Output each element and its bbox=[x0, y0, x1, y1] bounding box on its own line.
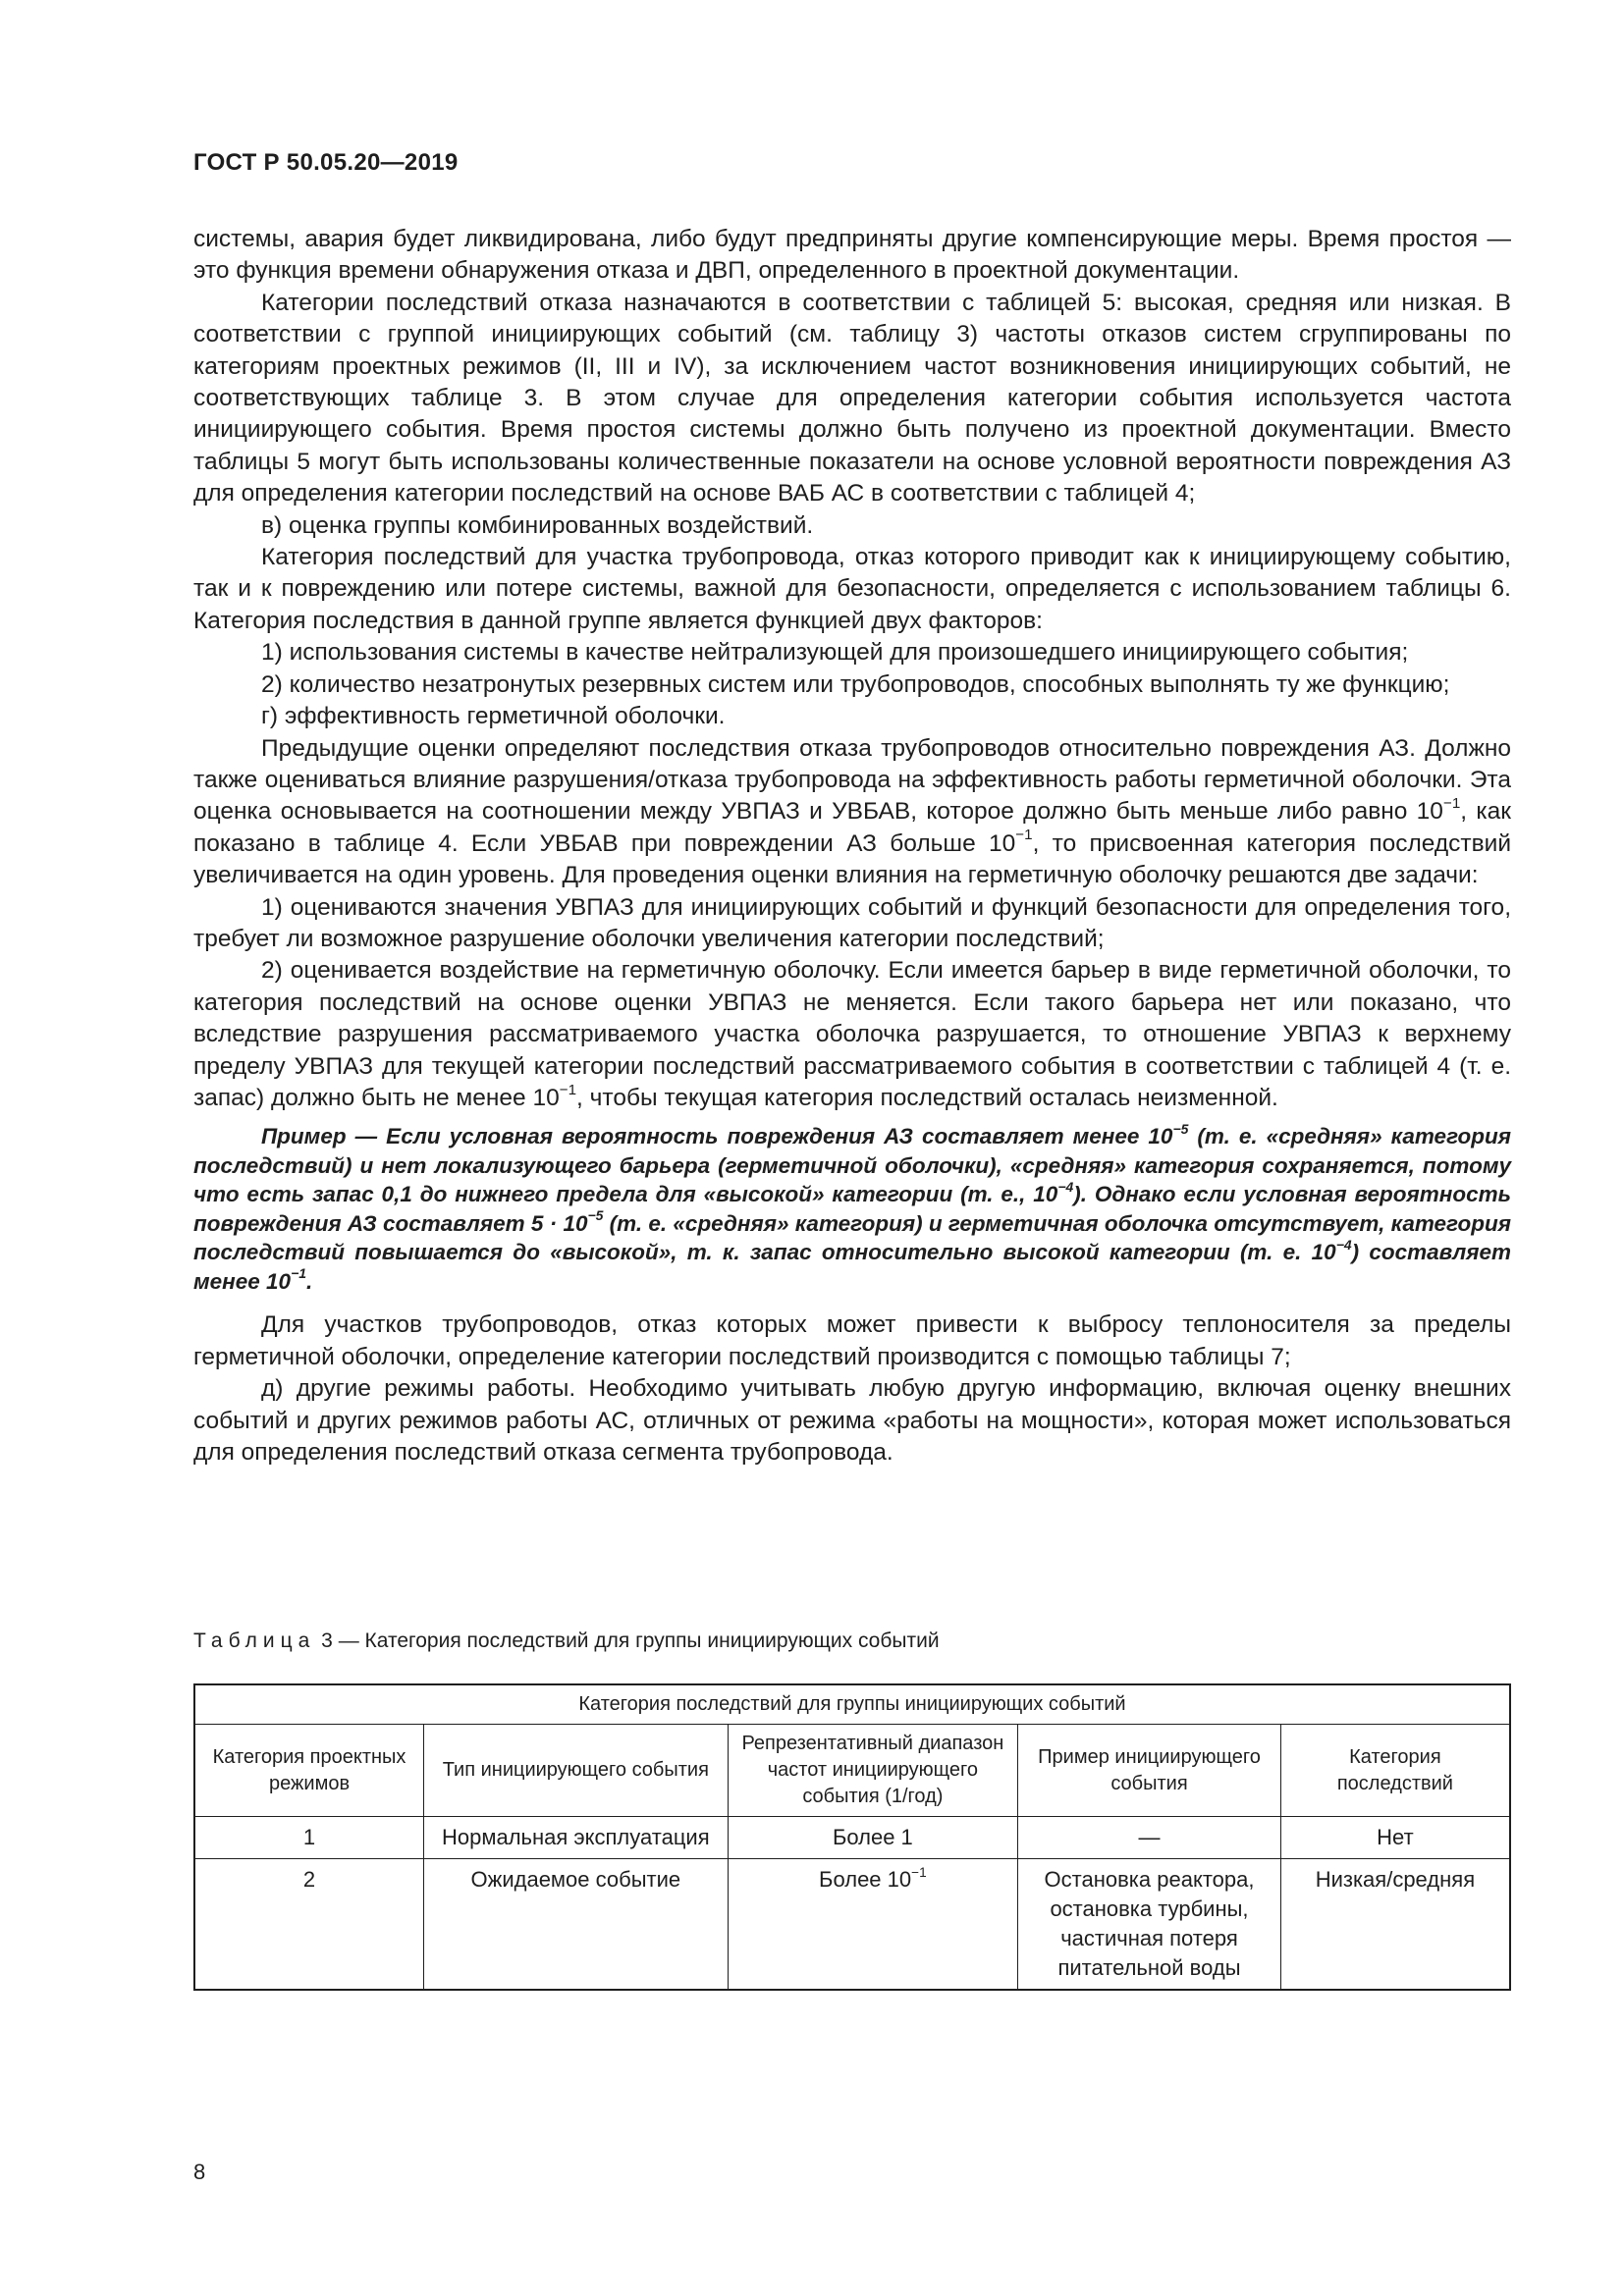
list-item: д) другие режимы работы. Необходимо учитывать любую другую информацию, включая оценку внешних событий и других режимов работы АС, отличных от режима «работы на мощности», которая может использоваться для определения последствий отказа сегмента трубопровода. bbox=[193, 1375, 1511, 1466]
list-item: 2) количество незатронутых резервных систем или трубопроводов, способных выполнять ту же функцию; bbox=[261, 670, 1450, 698]
table-row bbox=[194, 1817, 1510, 1859]
table-cell: 1 bbox=[194, 1817, 424, 1859]
table-group-header: Категория последствий для группы инициирующих событий bbox=[194, 1684, 1510, 1725]
table-group-header-row bbox=[194, 1684, 1510, 1725]
table-cell: 2 bbox=[194, 1859, 424, 1991]
table-cell: Ожидаемое событие bbox=[424, 1859, 728, 1991]
column-header: Категория проектных режимов bbox=[194, 1725, 424, 1817]
list-item: в) оценка группы комбинированных воздействий. bbox=[261, 511, 814, 539]
paragraph: Предыдущие оценки определяют последствия отказа трубопроводов относительно повреждения АЗ. Должно также оцениваться влияние разрушения/отказа трубопровода на эффективность работы герметичной оболочки. Эта оценка основывается на соотношении между УВПАЗ и УВБАВ, которое должно быть меньше либо равно $10^{-1}$, как показано в таблице 4. Если УВБАВ при повреждении АЗ больше $10^{-1}$, то присвоенная категория последствий увеличивается на один уровень. Для проведения оценки влияния на герметичную оболочку решаются две задачи: bbox=[193, 734, 1512, 889]
body-text bbox=[193, 224, 1511, 1468]
column-header: Пример инициирующего события bbox=[1018, 1725, 1281, 1817]
paragraph: Категория последствий для участка трубопровода, отказ которого приводит как к инициирующему событию, так и к повреждению или потере системы, важной для безопасности, определяется с использованием таблицы 6. Категория последствия в данной группе является функцией двух факторов: bbox=[193, 544, 1511, 634]
table-cell: Низкая/средняя bbox=[1280, 1859, 1510, 1991]
paragraph: Для участков трубопроводов, отказ которых может привести к выбросу теплоносителя за пределы герметичной оболочки, определение категории последствий производится с помощью таблицы 7; bbox=[193, 1311, 1511, 1370]
table-header-row bbox=[194, 1725, 1510, 1817]
column-header: Категория последствий bbox=[1280, 1725, 1510, 1817]
table-cell: Нет bbox=[1280, 1817, 1510, 1859]
column-header: Тип инициирующего события bbox=[424, 1725, 728, 1817]
list-item: 1) использования системы в качестве нейтрализующей для произошедшего инициирующего события; bbox=[261, 639, 1409, 667]
list-item: 2) оценивается воздействие на герметичную оболочку. Если имеется барьер в виде герметичной оболочки, то категория последствий на основе оценки УВПАЗ не меняется. Если такого барьера нет или показано, что вследствие разрушения рассматриваемого участка оболочка разрушается, то отношение УВПАЗ к верхнему пределу УВПАЗ для текущей категории последствий рассматриваемого события в соответствии с таблицей 4 (т. е. запас) должно быть не менее $10^{-1}$, чтобы текущая категория последствий осталась неизменной. bbox=[193, 957, 1511, 1111]
list-item: г) эффективность герметичной оболочки. bbox=[261, 703, 726, 730]
list-item: 1) оцениваются значения УВПАЗ для инициирующих событий и функций безопасности для определения того, требует ли возможное разрушение оболочки увеличения категории последствий; bbox=[193, 893, 1511, 952]
table-caption: Таблица 3 — Категория последствий для группы инициирующих событий bbox=[193, 1629, 940, 1652]
table-row bbox=[194, 1859, 1510, 1991]
paragraph: системы, авария будет ликвидирована, либо будут предприняты другие компенсирующие меры. Время простоя — это функция времени обнаружения отказа и ДВП, определенного в проектной документации. bbox=[193, 226, 1511, 285]
consequence-category-table bbox=[193, 1683, 1511, 1991]
document-header: ГОСТ Р 50.05.20—2019 bbox=[193, 149, 459, 176]
table-cell: — bbox=[1018, 1817, 1281, 1859]
page-number: 8 bbox=[193, 2160, 206, 2184]
example-note: Пример — Если условная вероятность повреждения АЗ составляет менее $10^{-5}$ (т. е. «средняя» категория последствий) и нет локализующего барьера (герметичной оболочки), «средняя» категория сохраняется, потому что есть запас 0,1 до нижнего предела для «высокой» категории (т. е., $10^{-4}$). Однако если условная вероятность повреждения АЗ составляет $5 \cdot 10^{-5}$ (т. е. «средняя» категория) и герметичная оболочка отсутствует, категория последствий повышается до «высокой», т. к. запас относительно высокой категории (т. е. $10^{-4}$) составляет менее $10^{-1}$. bbox=[193, 1120, 1512, 1294]
table-cell: Нормальная эксплуатация bbox=[424, 1817, 728, 1859]
column-header: Репрезентативный диапазон частот инициирующего события (1/год) bbox=[728, 1725, 1018, 1817]
table-cell: Остановка реактора, остановка турбины, частичная потеря питательной воды bbox=[1018, 1859, 1281, 1991]
table-cell: Более 1 bbox=[728, 1817, 1018, 1859]
table-cell: Более $10^{-1}$ bbox=[728, 1859, 1018, 1991]
paragraph: Категории последствий отказа назначаются в соответствии с таблицей 5: высокая, средняя или низкая. В соответствии с группой инициирующих событий (см. таблицу 3) частоты отказов систем сгруппированы по категориям проектных режимов (II, III и IV), за исключением частот возникновения инициирующих событий, не соответствующих таблице 3. В этом случае для определения категории события используется частота инициирующего события. Время простоя системы должно быть получено из проектной документации. Вместо таблицы 5 могут быть использованы количественные показатели на основе условной вероятности повреждения АЗ для определения категории последствий на основе ВАБ АС в соответствии с таблицей 4; bbox=[193, 289, 1511, 507]
